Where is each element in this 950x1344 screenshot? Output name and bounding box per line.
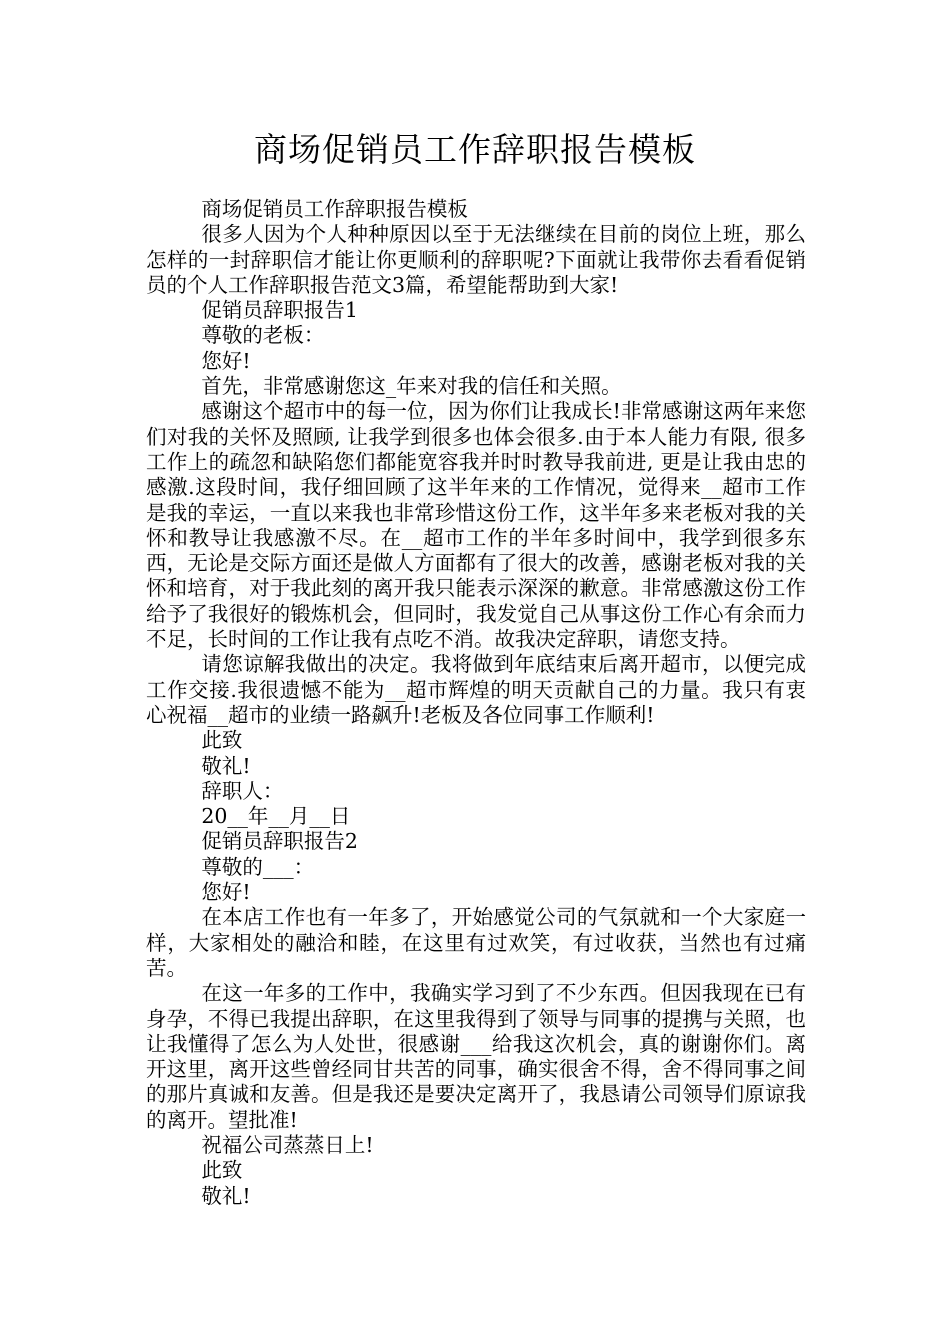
paragraph-body-1: 感谢这个超市中的每一位，因为你们让我成长!非常感谢这两年来您们对我的关怀及照顾, 让我学到很多也体会很多.由于本人能力有限, 很多工作上的疏忽和缺陷您们都能宽容我并时时教导我前进, 更是让我由忠的感激.这段时间，我仔细回顾了这半年来的工作情况，觉得来__超市工作是我的幸运，一直以来我也非常珍惜这份工作，这半年多来老板对我的关怀和教导让我感激不尽。在__超市工作的半年多时间中，我学到很多东西，无论是交际方面还是做人方面都有了很大的改善，感谢老板对我的关怀和培育，对于我此刻的离开我只能表示深深的歉意。非常感激这份工作给予了我很好的锻炼机会，但同时，我发觉自己从事这份工作心有余而力不足，长时间的工作让我有点吃不消。故我决定辞职，请您支持。: [146, 399, 806, 652]
paragraph-signer: 辞职人：: [201, 778, 284, 803]
paragraph-regards-1: 敬礼!: [201, 753, 251, 778]
paragraph-body-4: 在这一年多的工作中，我确实学习到了不少东西。但因我现在已有身孕，不得已我提出辞职，在这里我得到了领导与同事的提携与关照，也让我懂得了怎么为人处世，很感谢___给我这次机会，真的谢谢你们。离开这里，离开这些曾经同甘共苦的同事，确实很舍不得，舍不得同事之间的那片真诚和友善。但是我还是要决定离开了，我恳请公司领导们原谅我的离开。望批准!: [146, 981, 806, 1132]
paragraph-wish: 祝福公司蒸蒸日上!: [201, 1132, 374, 1157]
paragraph-closing-1: 此致: [201, 728, 243, 753]
paragraph-regards-2: 敬礼!: [201, 1183, 251, 1208]
paragraph-body-2: 请您谅解我做出的决定。我将做到年底结束后离开超市，以便完成工作交接.我很遗憾不能为__超市辉煌的明天贡献自己的力量。我只有衷心祝福__超市的业绩一路飙升!老板及各位同事工作顺利!: [146, 652, 806, 727]
document-body: [146, 197, 806, 1209]
paragraph-heading-1: 促销员辞职报告1: [201, 298, 358, 323]
paragraph-heading-2: 促销员辞职报告2: [201, 829, 358, 854]
paragraph-subtitle: 商场促销员工作辞职报告模板: [201, 197, 468, 221]
paragraph-salutation-2: 尊敬的___：: [201, 854, 315, 879]
paragraph-date: 20__年__月__日: [201, 804, 351, 829]
paragraph-thanks: 首先，非常感谢您这_年来对我的信任和关照。: [201, 374, 622, 399]
paragraph-closing-2: 此致: [201, 1158, 243, 1183]
paragraph-salutation-1: 尊敬的老板：: [201, 323, 325, 348]
paragraph-greeting-2: 您好!: [201, 880, 251, 905]
document-title: 商场促销员工作辞职报告模板: [254, 130, 696, 169]
paragraph-intro: 很多人因为个人种种原因以至于无法继续在目前的岗位上班，那么怎样的一封辞职信才能让你更顺利的辞职呢?下面就让我带你去看看促销员的个人工作辞职报告范文3篇，希望能帮助到大家!: [146, 222, 806, 297]
paragraph-body-3: 在本店工作也有一年多了，开始感觉公司的气氛就和一个大家庭一样，大家相处的融洽和睦，在这里有过欢笑，有过收获，当然也有过痛苦。: [146, 905, 806, 980]
paragraph-greeting-1: 您好!: [201, 348, 251, 373]
